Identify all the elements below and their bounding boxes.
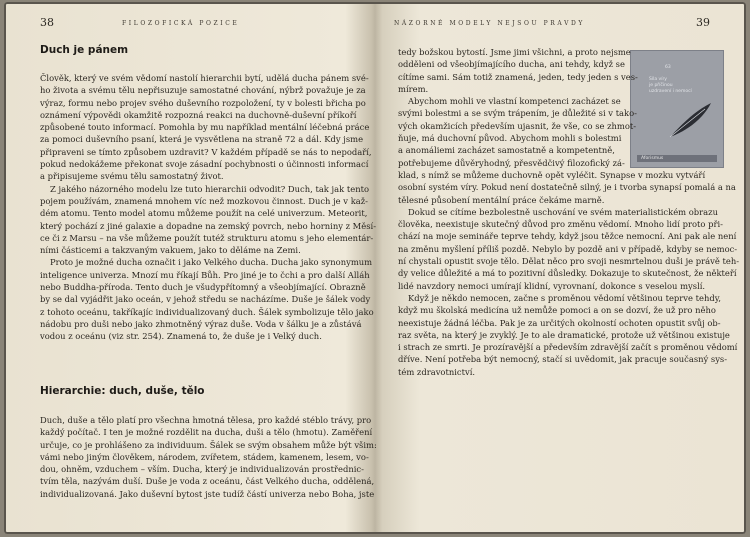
text-line: ní chystali opustit svoje tělo. Dělat něco pro svoji nesmrtelnou duši je právě teh-	[398, 256, 740, 267]
text-line: připraveni se tímto způsobem uzdravit? V každém případě se nás to nepodaří,	[40, 146, 372, 157]
text-line: cítíme sami. Sám totiž znamená, jeden, tedy jeden s ves-	[398, 71, 638, 82]
page-body	[398, 46, 740, 378]
text-line: svými bolestmi a se svým trápením, je důležité si v tako-	[398, 108, 637, 119]
section-heading: Hierarchie: duch, duše, tělo	[40, 385, 205, 397]
aphorism-line: je příčinou	[649, 83, 673, 88]
text-line: dy velice důležité a má to pozitivní důsledky. Dokazuje to skutečnost, že někteří	[398, 268, 737, 279]
text-line: Z jakého názorného modelu lze tuto hierarchii odvodit? Duch, tak jak tento	[50, 183, 369, 194]
text-line: raz světa, na který je zvyklý. Je to ale dramatické, protože už většinou existuje	[398, 329, 730, 340]
text-line: vámi nebo jiným člověkem, národem, zvířetem, stádem, kamenem, lesem, vo-	[40, 451, 369, 462]
page-number: 39	[696, 16, 710, 29]
running-head: FILOZOFICKÁ POZICE	[122, 20, 240, 27]
running-head: NÁZORNÉ MODELY NEJSOU PRAVDY	[394, 20, 585, 27]
left-page	[4, 2, 377, 534]
text-line: dou, ohněm, vzduchem – vším. Ducha, který je individualizován prostřednic-	[40, 464, 364, 475]
text-line: nebo Buddha-příroda. Tento duch je všudypřítomný a všeobjímající. Obrazně	[40, 282, 366, 293]
text-line: určuje, co je prohlášeno za individuum. Šálek se svým obsahem může být všim:	[40, 439, 377, 450]
text-line: a připisujeme svému tělu samostatný život.	[40, 171, 224, 182]
text-line: když mu školská medicína už nemůže pomoci a on se dozví, že už pro něho	[398, 305, 716, 316]
aphorism-number: 63	[665, 65, 671, 70]
text-line: Duch, duše a tělo platí pro všechna hmotná tělesa, pro každé stéblo trávy, pro	[40, 415, 372, 425]
text-line: který pochází z jiné galaxie a dopadne na zemský povrch, nebo horniny z Měsí-	[40, 220, 377, 231]
text-line: i strach ze smrti. Je prozíravější a především zdravější začít s proměnou vědomí	[398, 342, 738, 353]
text-line: na změnu myšlení příliš pozdě. Nebylo by pozdě ani v případě, kdyby se nemoc-	[398, 243, 738, 254]
text-line: ho života a svému tělu nepřisuzuje samostatné chování, nýbrž považuje je za	[40, 85, 366, 96]
text-line: lidé navzdory nemoci umírají klidní, vyrovnaní, dokonce s veselou myslí.	[398, 280, 706, 291]
text-line: by se dal vyjádřit jako oceán, v jehož středu se nacházíme. Duše je šálek vody	[40, 294, 371, 305]
text-line: potřebujeme důvěryhodný, přesvědčivý filozofický zá-	[398, 157, 625, 168]
right-page	[380, 2, 746, 534]
text-line: tedy božskou bytostí. Jsme jimi všichni, a proto nejsme	[398, 47, 631, 57]
text-line: individualizovaná. Jako duševní bytost jste tudíž částí univerza nebo Boha, jste	[40, 488, 375, 499]
text-line: tém zdravotnictví.	[398, 366, 476, 377]
text-line: za pomoci duševního psaní, která je vysvětlena na straně 72 a dál. Kdy jsme	[40, 134, 364, 145]
section-body	[40, 414, 377, 500]
text-line: tvím těla, nazývám duší. Duše je voda z oceánu, část Velkého ducha, oddělená,	[40, 476, 375, 487]
text-line: oznámení výpovědi okamžitě rozpozná reakci na duchovně-duševní příkoří	[40, 109, 357, 120]
text-line: vých okamžicích především ujasnit, že vše, co se zhmot-	[398, 120, 637, 131]
text-line: Když je někdo nemocen, začne s proměnou vědomí většinou teprve tehdy,	[408, 292, 721, 303]
text-line: ňuje, má duchovní původ. Abychom mohli s bolestmi	[398, 133, 622, 144]
aphorism-line: Síla víry	[649, 77, 667, 82]
text-line: vodou z oceánu (viz str. 254). Znamená to, že duše je i Velký duch.	[40, 331, 322, 342]
text-line: z tohoto oceánu, takříkajíc individualizovaný duch. Šálek symbolizuje tělo jako	[40, 306, 374, 317]
text-line: způsobené touto informací. Pomohla by mu například mentální léčebná práce	[40, 122, 370, 133]
text-line: člověka, neexistuje skutečný důvod pro změnu vědomí. Mnoho lidí proto při-	[398, 219, 723, 230]
text-line: každý počítač. I ten je možné rozdělit na ducha, duši a tělo (hmotu). Zaměření	[40, 427, 373, 438]
text-line: odděleni od všeobjímajícího ducha, ani tehdy, když se	[398, 59, 625, 70]
text-line: tělesné působení mentální práce čekáme marně.	[398, 194, 605, 205]
text-line: dříve. Není potřeba být nemocný, stačí si uvědomit, jak pracuje současný sys-	[398, 354, 728, 365]
text-line: výraz, formu nebo projev svého duševního rozpoložení, ty v bolesti břicha po	[40, 97, 366, 108]
text-line: pokud nedokážeme překonat svoje zásadní pochybnosti o účinnosti informací	[40, 159, 369, 170]
section-heading: Duch je pánem	[40, 44, 129, 56]
text-line: osobní systém víry. Pokud není dostatečně silný, je i tvorba synapsí pomalá a na	[398, 182, 736, 193]
aphorism-line: uzdravení i nemocí	[649, 89, 692, 94]
text-line: a anomáliemi zacházet samostatně a kompetentně,	[398, 145, 615, 156]
text-line: Dokud se cítíme bezbolestně uschování ve svém materialistickém obrazu	[408, 206, 718, 217]
text-line: Člověk, který ve svém vědomí nastolí hierarchii bytí, udělá ducha pánem své-	[40, 73, 369, 83]
text-line: pojem používám, znamená mnohem víc než mozkovou činnost. Duch je v kaž-	[40, 195, 369, 206]
text-line: klad, s nímž se můžeme duchovně opět vyléčit. Synapse v mozku vytváří	[398, 169, 706, 180]
aphorism-label: Aforismus	[637, 155, 717, 162]
text-line: Abychom mohli ve vlastní kompetenci zacházet se	[408, 96, 621, 107]
text-line: ními částicemi a takzvaným vakuem, jako to děláme na Zemi.	[40, 245, 301, 256]
text-line: mírem.	[398, 83, 429, 94]
text-line: dém atomu. Tento model atomu můžeme použít na celé univerzum. Meteorit,	[40, 208, 368, 219]
text-line: neexistuje žádná léčba. Pak je za určitých okolností ochoten opustit svůj ob-	[398, 317, 721, 328]
text-line: nádobu pro duši nebo jako zhmotněný výraz duše. Voda v šálku je a zůstává	[40, 318, 362, 329]
text-line: chází na moje semináře teprve tehdy, když jsou těžce nemocní. Ani pak ale není	[398, 231, 737, 242]
text-line: inteligence univerza. Mnozí mu říkají Bůh. Pro jiné je to čchi a pro další Alláh	[40, 269, 370, 280]
book-spread	[4, 2, 746, 534]
text-line: Proto je možné ducha označit i jako Velkého ducha. Ducha jako synonymum	[50, 257, 373, 268]
page-number: 38	[40, 16, 54, 29]
section-body	[40, 72, 377, 343]
text-line: ce či z Marsu – na vše můžeme použít tutéž strukturu atomu s jeho elementár-	[40, 232, 374, 243]
